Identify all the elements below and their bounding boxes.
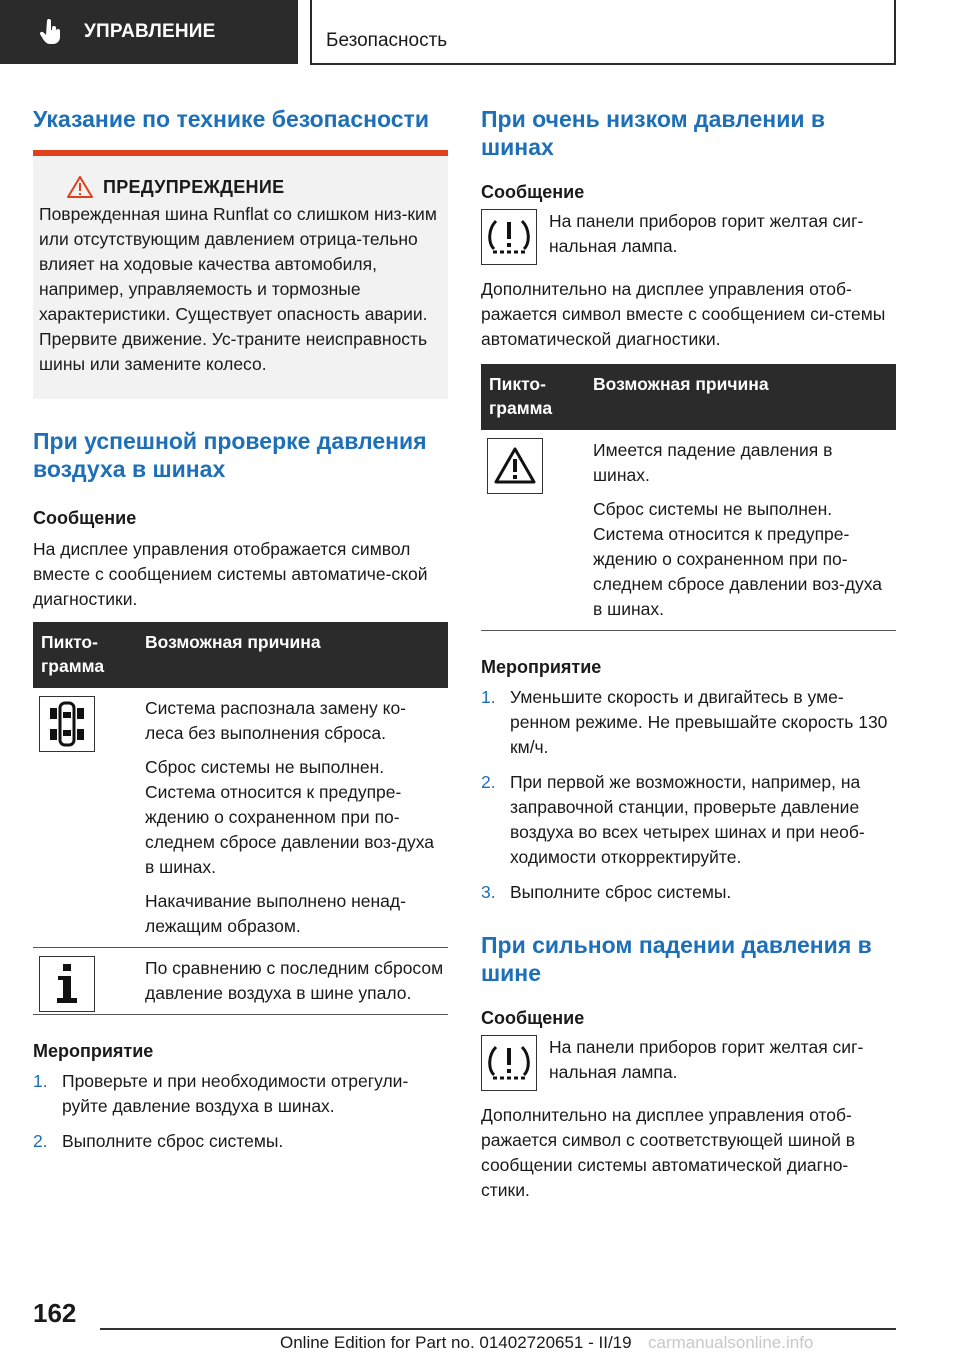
lamp-text: На панели приборов горит желтая сиг-нальная лампа. — [549, 1037, 864, 1082]
message-label: Сообщение — [481, 1008, 585, 1028]
cause-table — [33, 622, 448, 1015]
table-row — [33, 948, 448, 1015]
warning-triangle-icon — [67, 176, 93, 198]
page-number: 162 — [33, 1298, 77, 1328]
info-icon — [39, 956, 95, 1012]
section-heading: При успешной проверке давления воздуха в шинах — [33, 428, 427, 482]
display-text: Дополнительно на дисплее управления отоб-ражается символ вместе с сообщением си-стемы автоматической диагностики. — [481, 279, 886, 349]
drop-heading: При сильном падении давления в шине — [481, 932, 872, 986]
table-header — [481, 364, 896, 430]
list-item: 2. При первой же возможности, например, на заправочной станции, проверьте давление воздуха во всех четырех шинах и при необ-ходимости откорректируйте. — [481, 772, 865, 867]
cause-text: По сравнению с последним сбросом давление воздуха в шине упало. — [145, 958, 444, 1003]
right-column — [481, 100, 896, 1203]
cause-table — [481, 364, 896, 631]
list-item: 1. Проверьте и при необходимости отрегули-руйте давление воздуха в шинах. — [33, 1071, 409, 1116]
col-pictogram: Пикто-грамма — [41, 632, 105, 676]
edition-text: Online Edition for Part no. 01402720651 - II/19 — [280, 1333, 632, 1352]
hand-pointer-icon — [40, 19, 62, 45]
lamp-text: На панели приборов горит желтая сиг-нальная лампа. — [549, 211, 864, 256]
col-cause: Возможная причина — [593, 374, 769, 394]
message-text: На дисплее управления отображается символ вместе с сообщением системы автоматиче-ской диагностики. — [33, 539, 428, 609]
cause-text: Накачивание выполнено ненад-лежащим образом. — [145, 891, 406, 936]
warning-box — [33, 150, 448, 399]
subsection-label: Безопасность — [326, 30, 448, 51]
table-row — [481, 430, 896, 631]
low-pressure-heading: При очень низком давлении в шинах — [481, 106, 826, 160]
table-row — [33, 688, 448, 948]
col-pictogram: Пикто-грамма — [489, 374, 553, 418]
cause-text: Имеется падение давления в шинах. — [593, 440, 833, 485]
list-item: 3. Выполните сброс системы. — [481, 882, 732, 902]
breadcrumb[interactable] — [310, 0, 896, 65]
measures-list — [33, 1069, 448, 1154]
tire-pressure-lamp-icon — [481, 1035, 537, 1091]
cause-text: Система распознала замену ко-леса без выполнения сброса. — [145, 698, 407, 743]
message-label: Сообщение — [481, 182, 585, 202]
warning-triangle-icon — [487, 438, 543, 494]
cause-text: Сброс системы не выполнен. Система относится к предупре-ждению о сохраненном при по-следнем сбросе давлении воз-духа в шинах. — [145, 757, 434, 877]
measures-label: Мероприятие — [33, 1041, 154, 1061]
car-tire-icon — [39, 696, 95, 752]
list-item: 2. Выполните сброс системы. — [33, 1131, 284, 1151]
left-column — [33, 100, 448, 1154]
measures-list — [481, 685, 896, 905]
section-label: УПРАВЛЕНИЕ — [84, 21, 216, 42]
warning-title: ПРЕДУПРЕЖДЕНИЕ — [103, 176, 285, 197]
message-label: Сообщение — [33, 508, 137, 528]
list-item: 1. Уменьшите скорость и двигайтесь в уме-ренном режиме. Не превышайте скорость 130 км/ч. — [481, 687, 888, 757]
watermark: carmanualsonline.info — [648, 1333, 814, 1352]
col-cause: Возможная причина — [145, 632, 321, 652]
section-tab[interactable] — [0, 0, 298, 64]
tire-pressure-lamp-icon — [481, 209, 537, 265]
cause-text: Сброс системы не выполнен. Система относится к предупре-ждению о сохраненном при по-следнем сбросе давлении воз-духа в шинах. — [593, 499, 882, 619]
footer-divider — [100, 1328, 896, 1330]
warning-text: Поврежденная шина Runflat со слишком низ-ким или отсутствующим давлением отрица-тельно влияет на ходовые качества автомобиля, например, управляемость и тормозные характеристики. Существует опасность аварии. Прервите движение. Ус-траните неисправность шины или замените колесо. — [39, 204, 437, 374]
measures-label: Мероприятие — [481, 657, 602, 677]
safety-heading: Указание по технике безопасности — [33, 106, 429, 132]
display-text: Дополнительно на дисплее управления отоб-ражается символ с соответствующей шиной в сообщении системы автоматической диагно-стики. — [481, 1105, 856, 1200]
table-header — [33, 622, 448, 688]
